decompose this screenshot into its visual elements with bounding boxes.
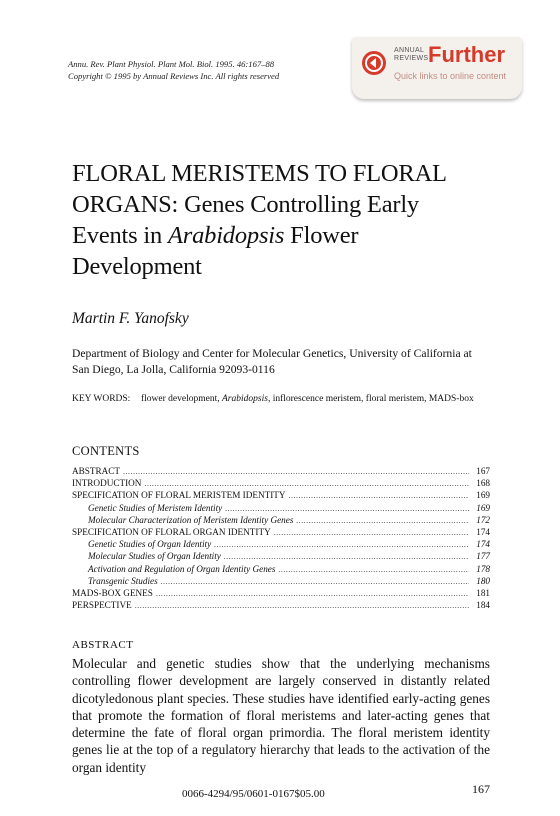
title-line-3-pre: Events in xyxy=(72,222,168,249)
toc-entry[interactable] xyxy=(72,526,490,538)
quick-links-tagline: Quick links to online content xyxy=(394,71,507,81)
contents-heading: CONTENTS xyxy=(72,444,140,458)
title-genus: Arabidopsis xyxy=(168,222,285,249)
toc-entry-label: Molecular Studies of Organ Identity xyxy=(88,551,221,562)
toc-entry-page: 167 xyxy=(476,466,490,476)
toc-entry-page: 180 xyxy=(476,575,490,586)
toc-entry[interactable] xyxy=(72,477,490,489)
page-number: 167 xyxy=(472,782,490,796)
title-line-2: ORGANS: Genes Controlling Early xyxy=(72,191,419,218)
toc-entry-label: ABSTRACT xyxy=(72,466,120,476)
toc-entry-label: INTRODUCTION xyxy=(72,478,142,489)
toc-entry[interactable] xyxy=(72,550,490,562)
toc-entry-label: SPECIFICATION OF FLORAL MERISTEM IDENTITY xyxy=(72,490,286,501)
toc-entry-page: 172 xyxy=(476,514,490,525)
keywords-post: , inflorescence meristem, floral meristem, MADS-box xyxy=(267,394,474,404)
annual-reviews-logo-text xyxy=(394,47,428,63)
toc-entry-label: Transgenic Studies xyxy=(88,575,158,586)
toc-entry-page: 174 xyxy=(476,526,490,537)
toc-entry-page: 169 xyxy=(476,490,490,501)
toc-entry-page: 168 xyxy=(476,478,490,489)
journal-citation-line-2: Copyright © 1995 by Annual Reviews Inc. All rights reserved xyxy=(68,71,280,81)
toc-entry-page: 178 xyxy=(476,563,490,574)
journal-citation-line-1: Annu. Rev. Plant Physiol. Plant Mol. Biol. 1995. 46:167–88 xyxy=(68,59,275,69)
author-name: Martin F. Yanofsky xyxy=(72,310,189,327)
annual-label: ANNUAL xyxy=(394,47,425,54)
toc-entry-page: 184 xyxy=(476,600,490,611)
toc-entry[interactable] xyxy=(72,563,490,575)
toc-entry-page: 181 xyxy=(476,587,490,598)
toc-entry[interactable] xyxy=(72,465,490,477)
toc-entry-label: Genetic Studies of Organ Identity xyxy=(88,539,212,550)
toc-entry-label: PERSPECTIVE xyxy=(72,600,132,611)
title-line-3-post: Flower xyxy=(284,222,359,249)
table-of-contents xyxy=(72,465,490,611)
toc-entry[interactable] xyxy=(72,587,490,599)
keywords-text xyxy=(141,393,490,406)
author-affiliation: Department of Biology and Center for Molecular Genetics, University of California at San Diego, La Jolla, California 92093-0116 xyxy=(72,347,472,376)
abstract-text: Molecular and genetic studies show that the underlying mechanisms controlling flower development are largely conserved in distantly related dicotyledonous plant species. These studies have identified early-acting genes that promote the formation of floral meristems and later-acting genes that determine the fate of floral organ primordia. The floral meristem identity genes lie at the top of a regulatory hierarchy that leads to the activation of the organ identity xyxy=(72,656,490,775)
title-line-4: Development xyxy=(72,253,202,280)
keywords-pre: flower development, xyxy=(141,394,222,404)
keywords-genus: Arabidopsis xyxy=(222,394,268,404)
toc-entry-label: MADS-BOX GENES xyxy=(72,587,153,598)
toc-leader-dots xyxy=(135,600,469,612)
reviews-label: REVIEWS xyxy=(394,55,429,62)
toc-entry-label: SPECIFICATION OF FLORAL ORGAN IDENTITY xyxy=(72,526,271,537)
annual-reviews-further-badge[interactable] xyxy=(352,37,522,99)
toc-entry[interactable] xyxy=(72,575,490,587)
toc-entry[interactable] xyxy=(72,538,490,550)
toc-entry-page: 169 xyxy=(476,502,490,513)
abstract-heading: ABSTRACT xyxy=(72,639,134,651)
toc-entry[interactable] xyxy=(72,502,490,514)
keywords-label: KEY WORDS: xyxy=(72,394,131,404)
toc-entry[interactable] xyxy=(72,599,490,611)
article-title xyxy=(72,158,492,282)
toc-entry-label: Molecular Characterization of Meristem Identity Genes xyxy=(88,514,294,525)
title-line-1: FLORAL MERISTEMS TO FLORAL xyxy=(72,160,447,187)
back-arrow-icon xyxy=(362,51,386,75)
article-code: 0066-4294/95/0601-0167$05.00 xyxy=(182,788,325,800)
toc-entry-page: 177 xyxy=(476,551,490,562)
toc-entry-page: 174 xyxy=(476,539,490,550)
toc-entry-label: Genetic Studies of Meristem Identity xyxy=(88,502,223,513)
further-label: Further xyxy=(428,42,505,67)
journal-citation xyxy=(68,58,279,82)
toc-entry[interactable] xyxy=(72,489,490,501)
toc-entry-label: Activation and Regulation of Organ Identity Genes xyxy=(88,563,276,574)
toc-entry[interactable] xyxy=(72,514,490,526)
title-line-3 xyxy=(72,220,492,251)
